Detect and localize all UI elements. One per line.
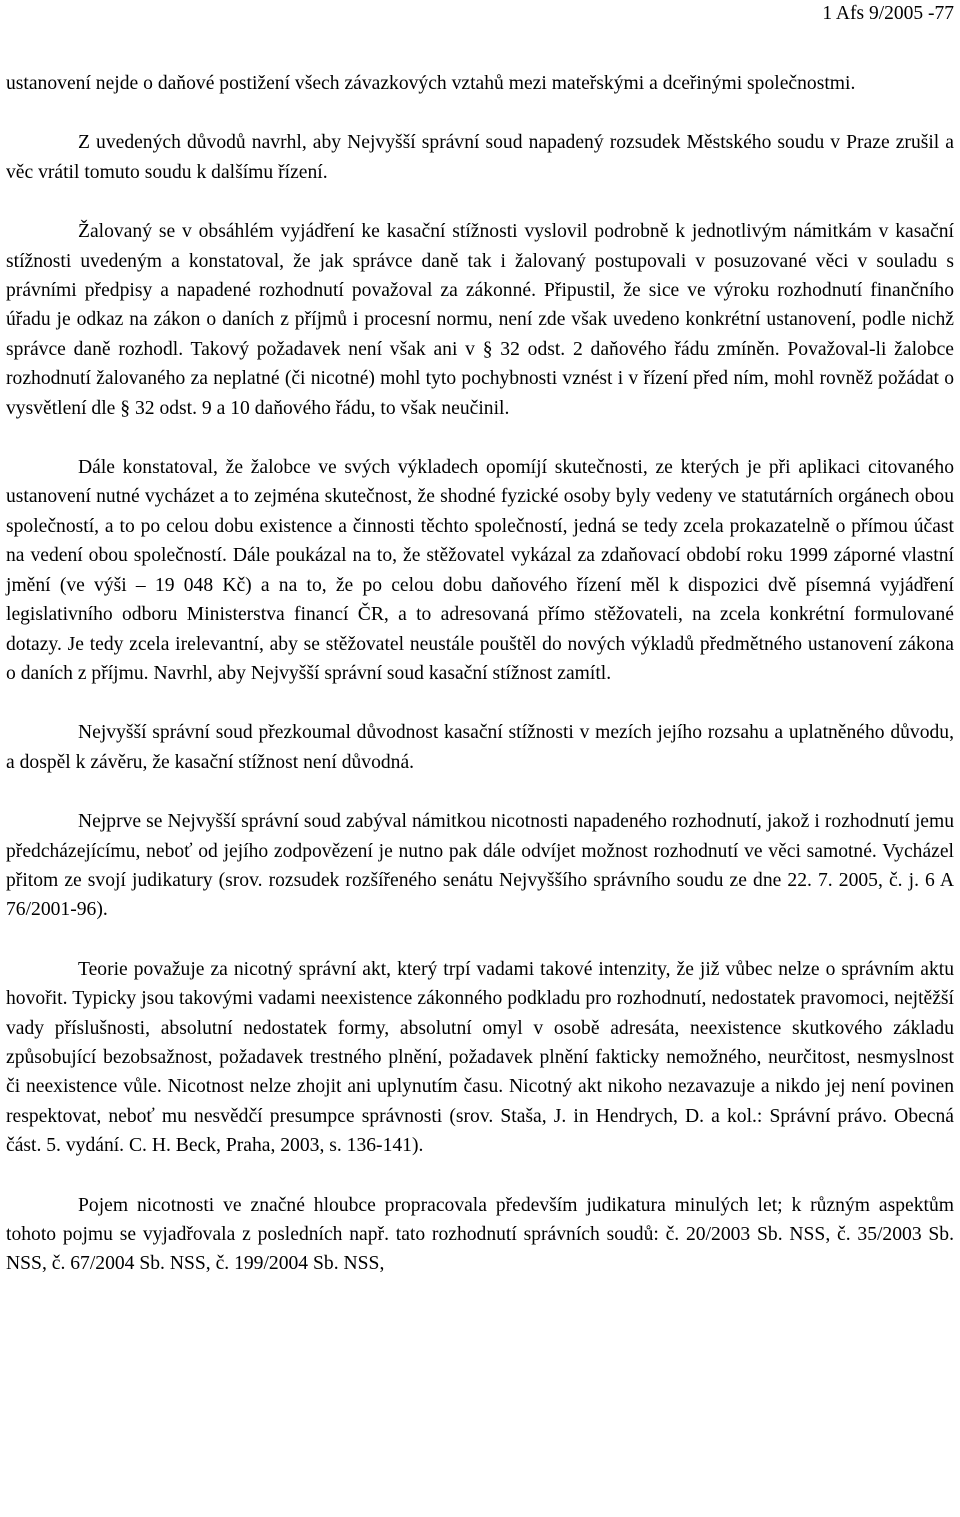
paragraph-nullity-case-law: Pojem nicotnosti ve značné hloubce propracovala především judikatura minulých let; k různým aspektům tohoto pojmu se vyjadřovala z posledních např. tato rozhodnutí správních soudů: č. 20/2003 Sb. NSS, č. 35/2003 Sb. NSS, č. 67/2004 Sb. NSS, č. 199/2004 Sb. NSS, [6,1194,954,1275]
paragraph-defendant-response: Žalovaný se v obsáhlém vyjádření ke kasační stížnosti vyslovil podrobně k jednotlivým námitkám v kasační stížnosti uvedeným a konstatoval, že jak správce daně tak i žalovaný postupovali v posuzované věci v souladu s právními předpisy a napadené rozhodnutí považoval za zákonné. Připustil, že sice ve výroku rozhodnutí finančního úřadu je odkaz na zákon o daních z příjmů i procesní normu, není zde však uvedeno konkrétní ustanovení, podle nichž správce daně rozhodl. Takový požadavek není však ani v § 32 odst. 2 daňového řádu zmíněn. Považoval-li žalobce rozhodnutí žalovaného za neplatné (či nicotné) mohl tyto pochybnosti vznést i v řízení před ním, mohl rovněž požádat o vysvětlení dle § 32 odst. 9 a 10 daňového řádu, to však neučinil. [6,221,954,419]
document-body [6,69,954,1309]
paragraph-continuation: ustanovení nejde o daňové postižení všech závazkových vztahů mezi mateřskými a dceřinými společnostmi. [6,73,856,94]
page-reference: 1 Afs 9/2005 -77 [822,3,954,24]
paragraph-defendant-further: Dále konstatoval, že žalobce ve svých výkladech opomíjí skutečnosti, ze kterých je při aplikaci citovaného ustanovení nutné vycházet a to zejména skutečnost, že shodné fyzické osoby byly vedeny ve statutárních orgánech obou společností, a to po celou dobu existence a činnosti těchto společností, jedná se tedy zcela prokazatelně o přímou účast na vedení obou společností. Dále poukázal na to, že stěžovatel vykázal za zdaňovací období roku 1999 záporné vlastní jmění (ve výši – 19 048 Kč) a na to, že po celou dobu daňového řízení měl k dispozici dvě písemná vyjádření legislativního odboru Ministerstva financí ČR, a to adresovaná přímo stěžovateli, na zcela konkrétní formulované dotazy. Je tedy zcela irelevantní, aby se stěžovatel neustále pouštěl do nových výkladů předmětného ustanovení zákona o daních z příjmu. Navrhl, aby Nejvyšší správní soud kasační stížnost zamítl. [6,457,954,684]
paragraph-proposal: Z uvedených důvodů navrhl, aby Nejvyšší správní soud napadený rozsudek Městského soudu v Praze zrušil a věc vrátil tomuto soudu k dalšímu řízení. [6,132,954,183]
paragraph-court-review: Nejvyšší správní soud přezkoumal důvodnost kasační stížnosti v mezích jejího rozsahu a uplatněného důvodu, a dospěl k závěru, že kasační stížnost není důvodná. [6,722,954,773]
paragraph-nullity-objection: Nejprve se Nejvyšší správní soud zabýval námitkou nicotnosti napadeného rozhodnutí, jakož i rozhodnutí jemu předcházejícímu, neboť od jejího zodpovězení je nutno pak dále odvíjet možnost rozhodnutí ve věci samotné. Vycházel přitom ze svojí judikatury (srov. rozsudek rozšířeného senátu Nejvyššího správního soudu ze dne 22. 7. 2005, č. j. 6 A 76/2001-96). [6,811,954,921]
paragraph-nullity-theory: Teorie považuje za nicotný správní akt, který trpí vadami takové intenzity, že již vůbec nelze o správním aktu hovořit. Typicky jsou takovými vadami neexistence zákonného podkladu pro rozhodnutí, nedostatek pravomoci, nejtěžší vady příslušnosti, absolutní nedostatek formy, absolutní omyl v osobě adresáta, neexistence skutkového základu způsobující bezobsažnost, požadavek trestného plnění, požadavek plnění fakticky nemožného, neurčitost, nesmyslnost či neexistence vůle. Nicotnost nelze zhojit ani uplynutím času. Nicotný akt nikoho nezavazuje a nikdo jej není povinen respektovat, neboť mu nesvědčí presumpce správnosti (srov. Staša, J. in Hendrych, D. a kol.: Správní právo. Obecná část. 5. vydání. C. H. Beck, Praha, 2003, s. 136-141). [6,958,954,1157]
